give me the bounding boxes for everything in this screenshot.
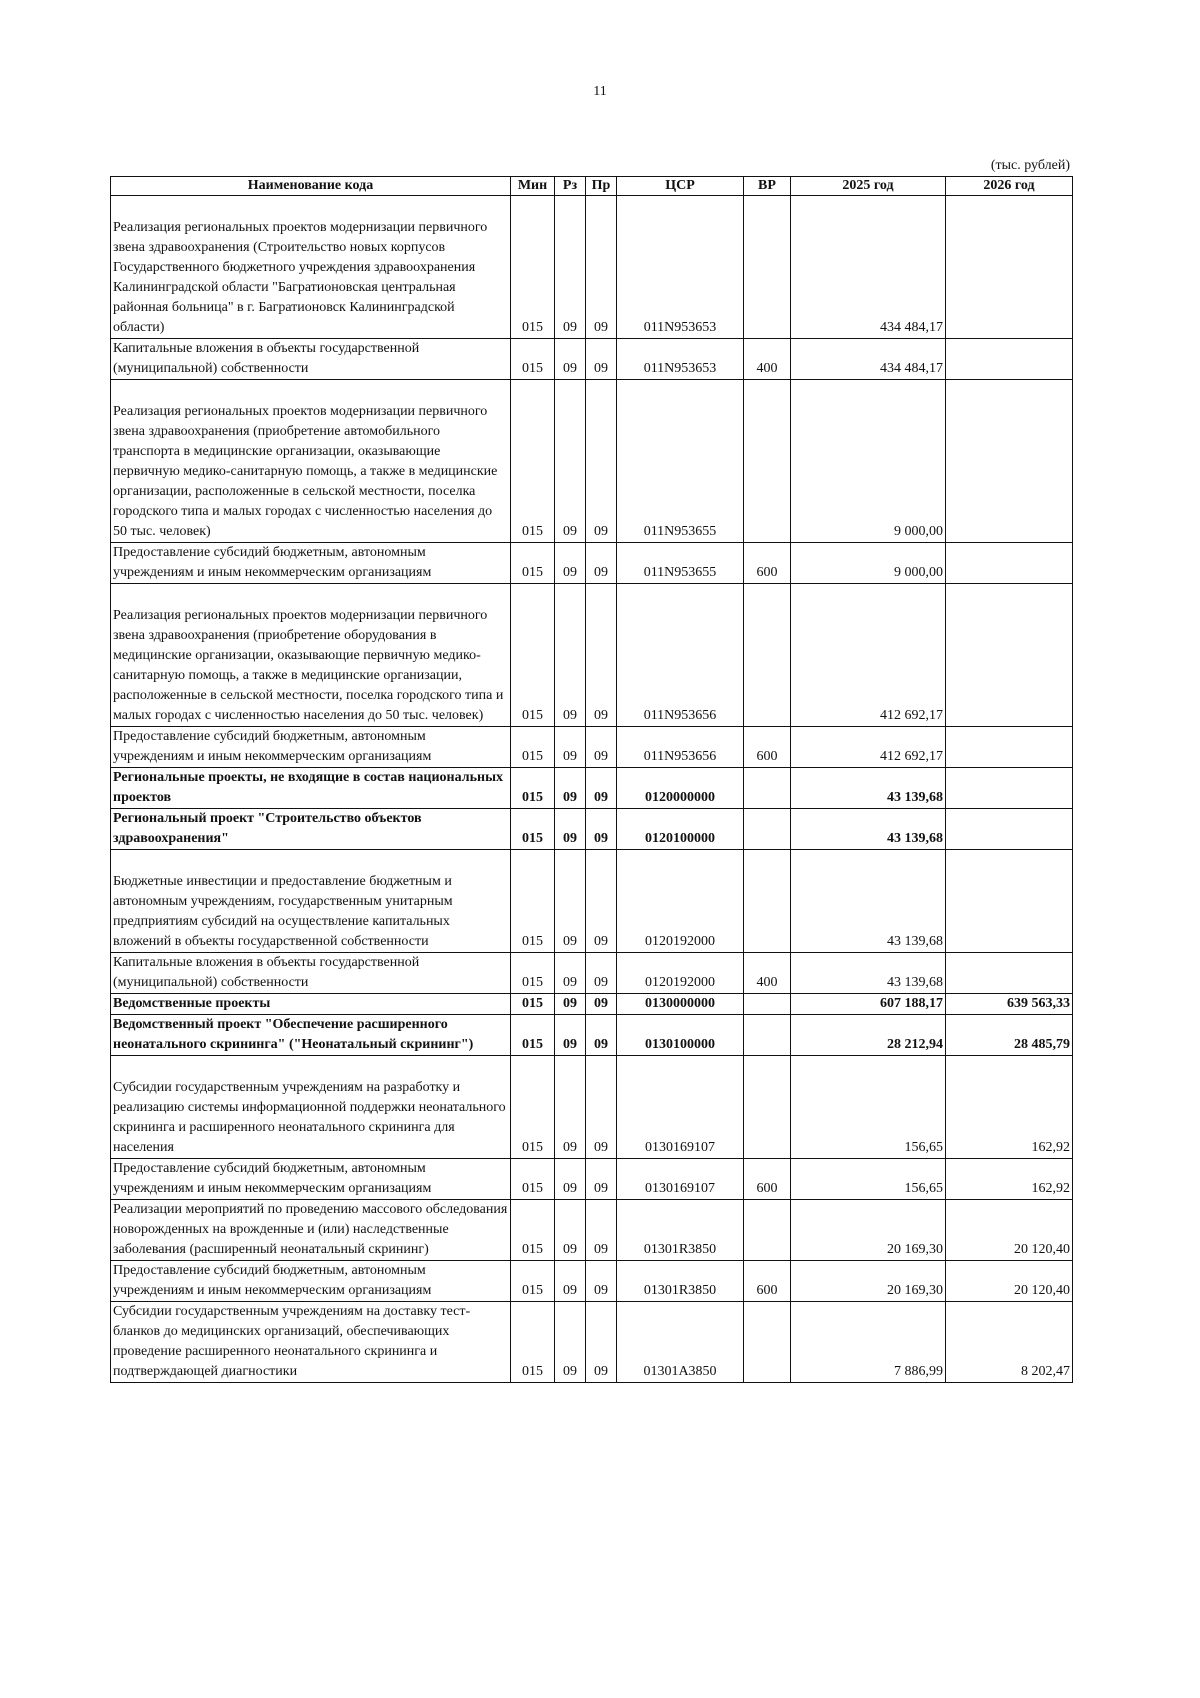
amount-2026-cell: 8 202,47 [946,1302,1073,1383]
name-cell: Реализация региональных проектов модернизации первичного звена здравоохранения (Строительство новых корпусов Государственного бюджетного учреждения здравоохранения Калининградской области "Багратионовская центральная районная больница" в г. Багратионовск Калининградской области) [111,196,511,339]
amount-2026-cell: 639 563,33 [946,994,1073,1015]
table-row [111,1159,1073,1200]
min-cell: 015 [511,1302,555,1383]
pr-cell: 09 [586,339,617,380]
amount-2026-cell [946,809,1073,850]
csr-cell: 011N953653 [617,339,744,380]
amount-2026-cell: 20 120,40 [946,1200,1073,1261]
vr-cell: 400 [744,339,791,380]
amount-2025-cell: 43 139,68 [791,768,946,809]
amount-2026-cell: 20 120,40 [946,1261,1073,1302]
table-row [111,1302,1073,1383]
csr-cell: 0130000000 [617,994,744,1015]
vr-cell [744,1015,791,1056]
amount-2025-cell: 28 212,94 [791,1015,946,1056]
min-cell: 015 [511,584,555,727]
vr-cell: 400 [744,953,791,994]
header-2025: 2025 год [791,177,946,196]
csr-cell: 0120192000 [617,850,744,953]
min-cell: 015 [511,994,555,1015]
rz-cell: 09 [555,953,586,994]
header-pr: Пр [586,177,617,196]
min-cell: 015 [511,1261,555,1302]
pr-cell: 09 [586,584,617,727]
vr-cell: 600 [744,727,791,768]
table-row [111,584,1073,727]
rz-cell: 09 [555,1302,586,1383]
amount-2025-cell: 434 484,17 [791,339,946,380]
rz-cell: 09 [555,994,586,1015]
rz-cell: 09 [555,768,586,809]
name-cell: Капитальные вложения в объекты государственной (муниципальной) собственности [111,953,511,994]
table-row [111,1200,1073,1261]
pr-cell: 09 [586,809,617,850]
amount-2026-cell: 162,92 [946,1159,1073,1200]
min-cell: 015 [511,850,555,953]
min-cell: 015 [511,196,555,339]
name-cell: Предоставление субсидий бюджетным, автономным учреждениям и иным некоммерческим организациям [111,543,511,584]
csr-cell: 01301A3850 [617,1302,744,1383]
amount-2026-cell [946,543,1073,584]
table-row [111,994,1073,1015]
min-cell: 015 [511,339,555,380]
amount-2025-cell: 412 692,17 [791,727,946,768]
rz-cell: 09 [555,727,586,768]
name-cell: Капитальные вложения в объекты государственной (муниципальной) собственности [111,339,511,380]
pr-cell: 09 [586,727,617,768]
pr-cell: 09 [586,543,617,584]
min-cell: 015 [511,380,555,543]
units-label: (тыс. рублей) [990,158,1070,173]
header-csr: ЦСР [617,177,744,196]
pr-cell: 09 [586,953,617,994]
min-cell: 015 [511,1159,555,1200]
rz-cell: 09 [555,1015,586,1056]
table-row [111,809,1073,850]
rz-cell: 09 [555,584,586,727]
name-cell: Ведомственный проект "Обеспечение расширенного неонатального скрининга" ("Неонатальный скрининг") [111,1015,511,1056]
name-cell: Предоставление субсидий бюджетным, автономным учреждениям и иным некоммерческим организациям [111,1159,511,1200]
vr-cell: 600 [744,543,791,584]
vr-cell [744,1056,791,1159]
amount-2025-cell: 43 139,68 [791,809,946,850]
name-cell: Предоставление субсидий бюджетным, автономным учреждениям и иным некоммерческим организациям [111,727,511,768]
csr-cell: 0120100000 [617,809,744,850]
pr-cell: 09 [586,380,617,543]
pr-cell: 09 [586,994,617,1015]
csr-cell: 0120192000 [617,953,744,994]
table-row [111,339,1073,380]
table-row [111,768,1073,809]
name-cell: Реализация региональных проектов модернизации первичного звена здравоохранения (приобретение автомобильного транспорта в медицинские организации, оказывающие первичную медико-санитарную помощь, а также в медицинские организации, расположенные в сельской местности, поселка городского типа и малых городах с численностью населения до 50 тыс. человек) [111,380,511,543]
csr-cell: 011N953656 [617,584,744,727]
amount-2026-cell [946,850,1073,953]
amount-2025-cell: 607 188,17 [791,994,946,1015]
min-cell: 015 [511,1200,555,1261]
rz-cell: 09 [555,339,586,380]
min-cell: 015 [511,768,555,809]
csr-cell: 011N953656 [617,727,744,768]
header-name: Наименование кода [111,177,511,196]
csr-cell: 0130169107 [617,1159,744,1200]
pr-cell: 09 [586,768,617,809]
table-header-row [111,177,1073,196]
pr-cell: 09 [586,1159,617,1200]
amount-2025-cell: 156,65 [791,1159,946,1200]
vr-cell: 600 [744,1159,791,1200]
table-row [111,953,1073,994]
amount-2026-cell [946,584,1073,727]
min-cell: 015 [511,1056,555,1159]
table-row [111,1261,1073,1302]
amount-2025-cell: 9 000,00 [791,543,946,584]
rz-cell: 09 [555,1159,586,1200]
amount-2025-cell: 156,65 [791,1056,946,1159]
table-row [111,196,1073,339]
table-row [111,543,1073,584]
vr-cell [744,196,791,339]
pr-cell: 09 [586,1261,617,1302]
vr-cell [744,1302,791,1383]
name-cell: Ведомственные проекты [111,994,511,1015]
csr-cell: 01301R3850 [617,1261,744,1302]
csr-cell: 011N953655 [617,380,744,543]
csr-cell: 0120000000 [617,768,744,809]
rz-cell: 09 [555,380,586,543]
table-body [111,196,1073,1383]
vr-cell [744,850,791,953]
rz-cell: 09 [555,1056,586,1159]
vr-cell [744,994,791,1015]
pr-cell: 09 [586,850,617,953]
vr-cell: 600 [744,1261,791,1302]
min-cell: 015 [511,727,555,768]
vr-cell [744,584,791,727]
csr-cell: 01301R3850 [617,1200,744,1261]
vr-cell [744,809,791,850]
csr-cell: 011N953653 [617,196,744,339]
name-cell: Субсидии государственным учреждениям на доставку тест-бланков до медицинских организаций, обеспечивающих проведение расширенного неонатального скрининга и подтверждающей диагностики [111,1302,511,1383]
page-number: 11 [593,84,607,99]
name-cell: Бюджетные инвестиции и предоставление бюджетным и автономным учреждениям, государственным унитарным предприятиям субсидий на осуществление капитальных вложений в объекты государственной собственности [111,850,511,953]
vr-cell [744,1200,791,1261]
min-cell: 015 [511,1015,555,1056]
header-min: Мин [511,177,555,196]
name-cell: Реализации мероприятий по проведению массового обследования новорожденных на врожденные и (или) наследственные заболевания (расширенный неонатальный скрининг) [111,1200,511,1261]
header-vr: ВР [744,177,791,196]
amount-2026-cell: 28 485,79 [946,1015,1073,1056]
rz-cell: 09 [555,1261,586,1302]
table-row [111,1015,1073,1056]
amount-2026-cell [946,339,1073,380]
amount-2026-cell [946,727,1073,768]
name-cell: Региональный проект "Строительство объектов здравоохранения" [111,809,511,850]
amount-2025-cell: 412 692,17 [791,584,946,727]
min-cell: 015 [511,809,555,850]
amount-2025-cell: 434 484,17 [791,196,946,339]
vr-cell [744,768,791,809]
table-row [111,380,1073,543]
csr-cell: 0130169107 [617,1056,744,1159]
amount-2025-cell: 43 139,68 [791,850,946,953]
amount-2026-cell [946,768,1073,809]
pr-cell: 09 [586,1056,617,1159]
amount-2025-cell: 9 000,00 [791,380,946,543]
name-cell: Реализация региональных проектов модернизации первичного звена здравоохранения (приобретение оборудования в медицинские организации, оказывающие первичную медико-санитарную помощь, а также в медицинские организации, расположенные в сельской местности, поселка городского типа и малых городах с численностью населения до 50 тыс. человек) [111,584,511,727]
amount-2025-cell: 43 139,68 [791,953,946,994]
rz-cell: 09 [555,543,586,584]
min-cell: 015 [511,953,555,994]
amount-2025-cell: 7 886,99 [791,1302,946,1383]
rz-cell: 09 [555,1200,586,1261]
min-cell: 015 [511,543,555,584]
table-row [111,727,1073,768]
header-2026: 2026 год [946,177,1073,196]
pr-cell: 09 [586,196,617,339]
amount-2026-cell: 162,92 [946,1056,1073,1159]
name-cell: Субсидии государственным учреждениям на разработку и реализацию системы информационной поддержки неонатального скрининга и расширенного неонатального скрининга для населения [111,1056,511,1159]
table-row [111,850,1073,953]
amount-2026-cell [946,380,1073,543]
amount-2025-cell: 20 169,30 [791,1200,946,1261]
amount-2026-cell [946,196,1073,339]
csr-cell: 0130100000 [617,1015,744,1056]
budget-table [110,176,1073,1383]
name-cell: Региональные проекты, не входящие в состав национальных проектов [111,768,511,809]
amount-2025-cell: 20 169,30 [791,1261,946,1302]
csr-cell: 011N953655 [617,543,744,584]
rz-cell: 09 [555,850,586,953]
rz-cell: 09 [555,809,586,850]
vr-cell [744,380,791,543]
pr-cell: 09 [586,1200,617,1261]
name-cell: Предоставление субсидий бюджетным, автономным учреждениям и иным некоммерческим организациям [111,1261,511,1302]
rz-cell: 09 [555,196,586,339]
header-rz: Рз [555,177,586,196]
pr-cell: 09 [586,1302,617,1383]
amount-2026-cell [946,953,1073,994]
pr-cell: 09 [586,1015,617,1056]
table-row [111,1056,1073,1159]
